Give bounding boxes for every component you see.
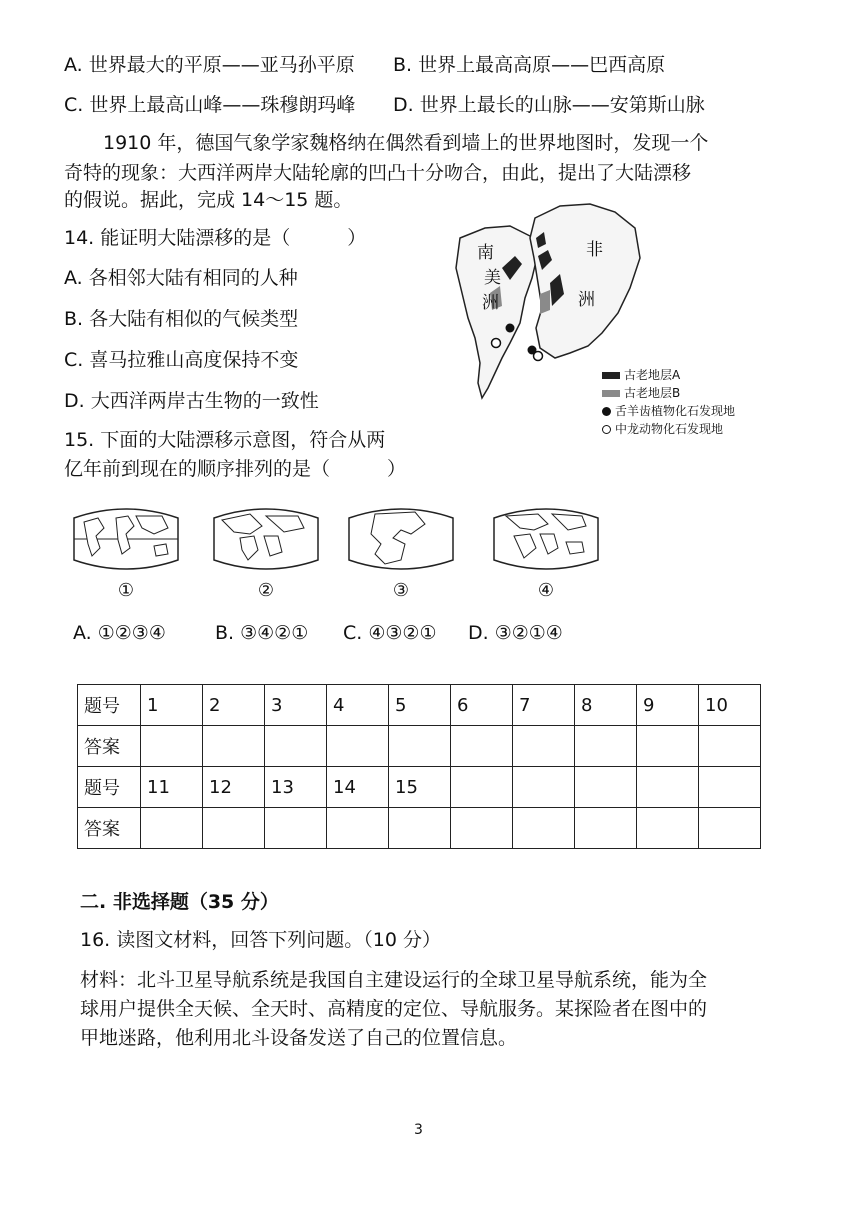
legend-animal-fossil (602, 422, 723, 436)
globe-1-drawing (70, 504, 182, 574)
legend-open-dot (602, 425, 611, 434)
empty-cell (637, 808, 699, 849)
option-14c: C. 喜马拉雅山高度保持不变 (64, 349, 299, 371)
option-15c: C. ④③②① (343, 622, 437, 644)
question-number-cell: 6 (451, 685, 513, 726)
answer-cell[interactable] (203, 726, 265, 767)
intro-line-3: 的假说。据此，完成 14～15 题。 (64, 189, 353, 211)
answer-cell[interactable] (513, 726, 575, 767)
material-line-3: 甲地迷路，他利用北斗设备发送了自己的位置信息。 (80, 1027, 518, 1049)
option-15a: A. ①②③④ (73, 622, 166, 644)
continental-drift-map (440, 198, 785, 448)
question-15-stem-1: 15. 下面的大陆漂移示意图，符合从两 (64, 429, 386, 451)
option-13b: B. 世界上最高高原——巴西高原 (393, 54, 666, 76)
globe-1 (70, 504, 182, 602)
question-number-cell: 14 (327, 767, 389, 808)
globe-3-label: ③ (392, 580, 410, 601)
option-14d: D. 大西洋两岸古生物的一致性 (64, 390, 319, 412)
option-13a: A. 世界最大的平原——亚马孙平原 (64, 54, 355, 76)
africa-label-2: 洲 (578, 290, 595, 310)
question-number-cell: 2 (203, 685, 265, 726)
plant-fossil-marker (506, 324, 515, 333)
empty-cell (451, 808, 513, 849)
question-number-cell: 1 (141, 685, 203, 726)
south-america-label-1: 南 (477, 243, 494, 263)
globe-4-drawing (490, 504, 602, 574)
globe-1-label: ① (117, 580, 135, 601)
row-label-number: 题号 (78, 767, 141, 808)
question-number-cell: 9 (637, 685, 699, 726)
empty-cell (637, 767, 699, 808)
legend-layer-b (602, 386, 680, 400)
question-number-cell: 7 (513, 685, 575, 726)
globe-4 (490, 504, 602, 602)
option-13c: C. 世界上最高山峰——珠穆朗玛峰 (64, 94, 356, 116)
legend-swatch-grey (602, 390, 620, 397)
answer-cell[interactable] (327, 808, 389, 849)
animal-fossil-marker (534, 352, 543, 361)
answer-cell[interactable] (141, 726, 203, 767)
empty-cell (513, 767, 575, 808)
question-number-cell: 5 (389, 685, 451, 726)
intro-line-2: 奇特的现象：大西洋两岸大陆轮廓的凹凸十分吻合，由此，提出了大陆漂移 (64, 162, 692, 184)
legend-layer-b-text: 古老地层B (624, 386, 681, 400)
question-number-cell: 15 (389, 767, 451, 808)
question-number-cell: 12 (203, 767, 265, 808)
empty-cell (575, 808, 637, 849)
question-number-cell: 4 (327, 685, 389, 726)
option-15d: D. ③②①④ (468, 622, 563, 644)
legend-layer-a-text: 古老地层A (624, 368, 681, 382)
empty-cell (451, 767, 513, 808)
globe-3-drawing (345, 504, 457, 574)
africa-label-1: 非 (586, 240, 603, 260)
south-america-label-3: 洲 (482, 293, 499, 313)
material-line-1: 材料：北斗卫星导航系统是我国自主建设运行的全球卫星导航系统，能为全 (80, 969, 708, 991)
question-number-cell: 11 (141, 767, 203, 808)
legend-layer-a (602, 368, 680, 382)
answer-cell[interactable] (141, 808, 203, 849)
answer-cell[interactable] (575, 726, 637, 767)
option-14a: A. 各相邻大陆有相同的人种 (64, 267, 298, 289)
answer-table (77, 684, 761, 849)
globe-4-label: ④ (537, 580, 555, 601)
answer-cell[interactable] (699, 726, 761, 767)
answer-cell[interactable] (265, 726, 327, 767)
globe-2-drawing (210, 504, 322, 574)
option-13d: D. 世界上最长的山脉——安第斯山脉 (393, 94, 705, 116)
south-america-label-2: 美 (484, 268, 501, 288)
empty-cell (575, 767, 637, 808)
answer-cell[interactable] (327, 726, 389, 767)
africa-outline (530, 204, 640, 358)
answer-cell[interactable] (637, 726, 699, 767)
empty-cell (699, 767, 761, 808)
answer-cell[interactable] (203, 808, 265, 849)
animal-fossil-marker (492, 339, 501, 348)
table-row (78, 808, 761, 849)
option-14b: B. 各大陆有相似的气候类型 (64, 308, 299, 330)
legend-plant-fossil-text: 舌羊齿植物化石发现地 (615, 404, 736, 418)
answer-cell[interactable] (389, 726, 451, 767)
row-label-number: 题号 (78, 685, 141, 726)
question-number-cell: 3 (265, 685, 327, 726)
globe-2 (210, 504, 322, 602)
question-14-stem: 14. 能证明大陆漂移的是（ ） (64, 227, 367, 249)
table-row (78, 685, 761, 726)
row-label-answer: 答案 (78, 808, 141, 849)
legend-animal-fossil-text: 中龙动物化石发现地 (615, 422, 724, 436)
answer-cell[interactable] (451, 726, 513, 767)
question-16-stem: 16. 读图文材料，回答下列问题。（10 分） (80, 929, 441, 951)
material-line-2: 球用户提供全天候、全天时、高精度的定位、导航服务。某探险者在图中的 (80, 998, 708, 1020)
table-row (78, 767, 761, 808)
row-label-answer: 答案 (78, 726, 141, 767)
layer-b-patch (540, 290, 550, 314)
legend-plant-fossil (602, 404, 735, 418)
globe-3 (345, 504, 457, 602)
intro-line-1: 1910 年，德国气象学家魏格纳在偶然看到墙上的世界地图时，发现一个 (103, 132, 709, 154)
question-15-stem-2: 亿年前到现在的顺序排列的是（ ） (64, 458, 407, 480)
page-number: 3 (414, 1122, 423, 1138)
answer-cell[interactable] (265, 808, 327, 849)
question-number-cell: 10 (699, 685, 761, 726)
question-number-cell: 8 (575, 685, 637, 726)
legend-filled-dot (602, 407, 611, 416)
question-number-cell: 13 (265, 767, 327, 808)
legend-swatch-dark (602, 372, 620, 379)
globe-2-label: ② (257, 580, 275, 601)
empty-cell (699, 808, 761, 849)
option-15b: B. ③④②① (215, 622, 309, 644)
table-row (78, 726, 761, 767)
empty-cell (513, 808, 575, 849)
section-2-title: 二. 非选择题（35 分） (80, 891, 279, 913)
answer-cell[interactable] (389, 808, 451, 849)
